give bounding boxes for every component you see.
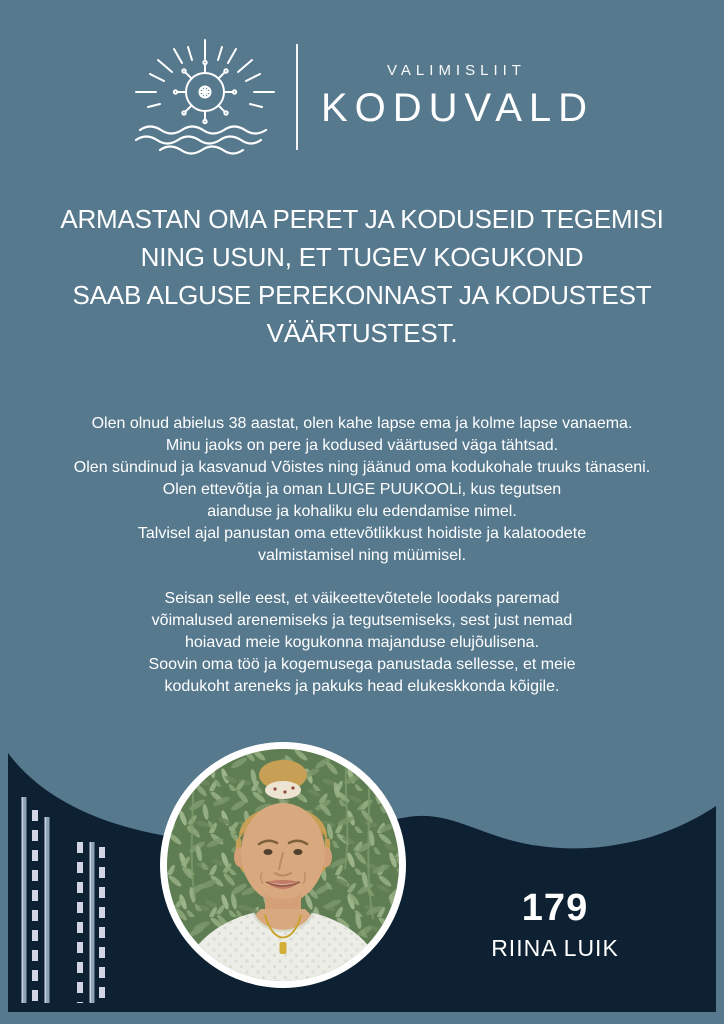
brand-alliance-label: VALIMISLIIT [387,62,526,79]
candidate-photo [160,742,406,988]
headline-line: VÄÄRTUSTEST. [266,318,458,348]
candidate-name: RIINA LUIK [491,935,619,961]
bio-line: Olen sündinud ja kasvanud Võistes ning jäänud oma kodukohale truuks tänaseni. [73,459,651,476]
headline-line: SAAB ALGUSE PEREKONNAST JA KODUSTEST [72,280,652,310]
bio-line: kodukoht areneks ja pakuks head elukeskkonda kõigile. [164,678,560,695]
headline-line: NING USUN, ET TUGEV KOGUKOND [140,242,584,272]
candidate-info [440,888,670,962]
bio-line: Soovin oma töö ja kogemusega panustada sellesse, et meie [148,656,576,673]
headline-line: ARMASTAN OMA PERET JA KODUSEID TEGEMISI [60,204,664,234]
bio-line: hoiavad meie kogukonna majanduse elujõulisena. [184,634,540,651]
bio-line: võimalused arenemiseks ja tegutsemiseks, sest just nemad [151,612,573,629]
bio-line: aianduse ja kohaliku elu edendamise nimel. [207,503,517,520]
brand-name: KODUVALD [320,86,595,130]
portrait-image [167,749,399,981]
candidate-number: 179 [521,887,589,929]
bio-line: Olen ettevõtja ja oman LUIGE PUUKOOLi, kus tegutsen [162,481,562,498]
bio-line: Olen olnud abielus 38 aastat, olen kahe lapse ema ja kolme lapse vanaema. [91,415,633,432]
bio-line: valmistamisel ning müümisel. [257,547,467,564]
bio-line: Seisan selle eest, et väikeettevõtetele loodaks paremad [164,590,560,607]
bio-line: Minu jaoks on pere ja kodused väärtused väga tähtsad. [165,437,559,454]
bio-line: Talvisel ajal panustan oma ettevõtlikkust hoidiste ja kalatoodete [137,525,587,542]
